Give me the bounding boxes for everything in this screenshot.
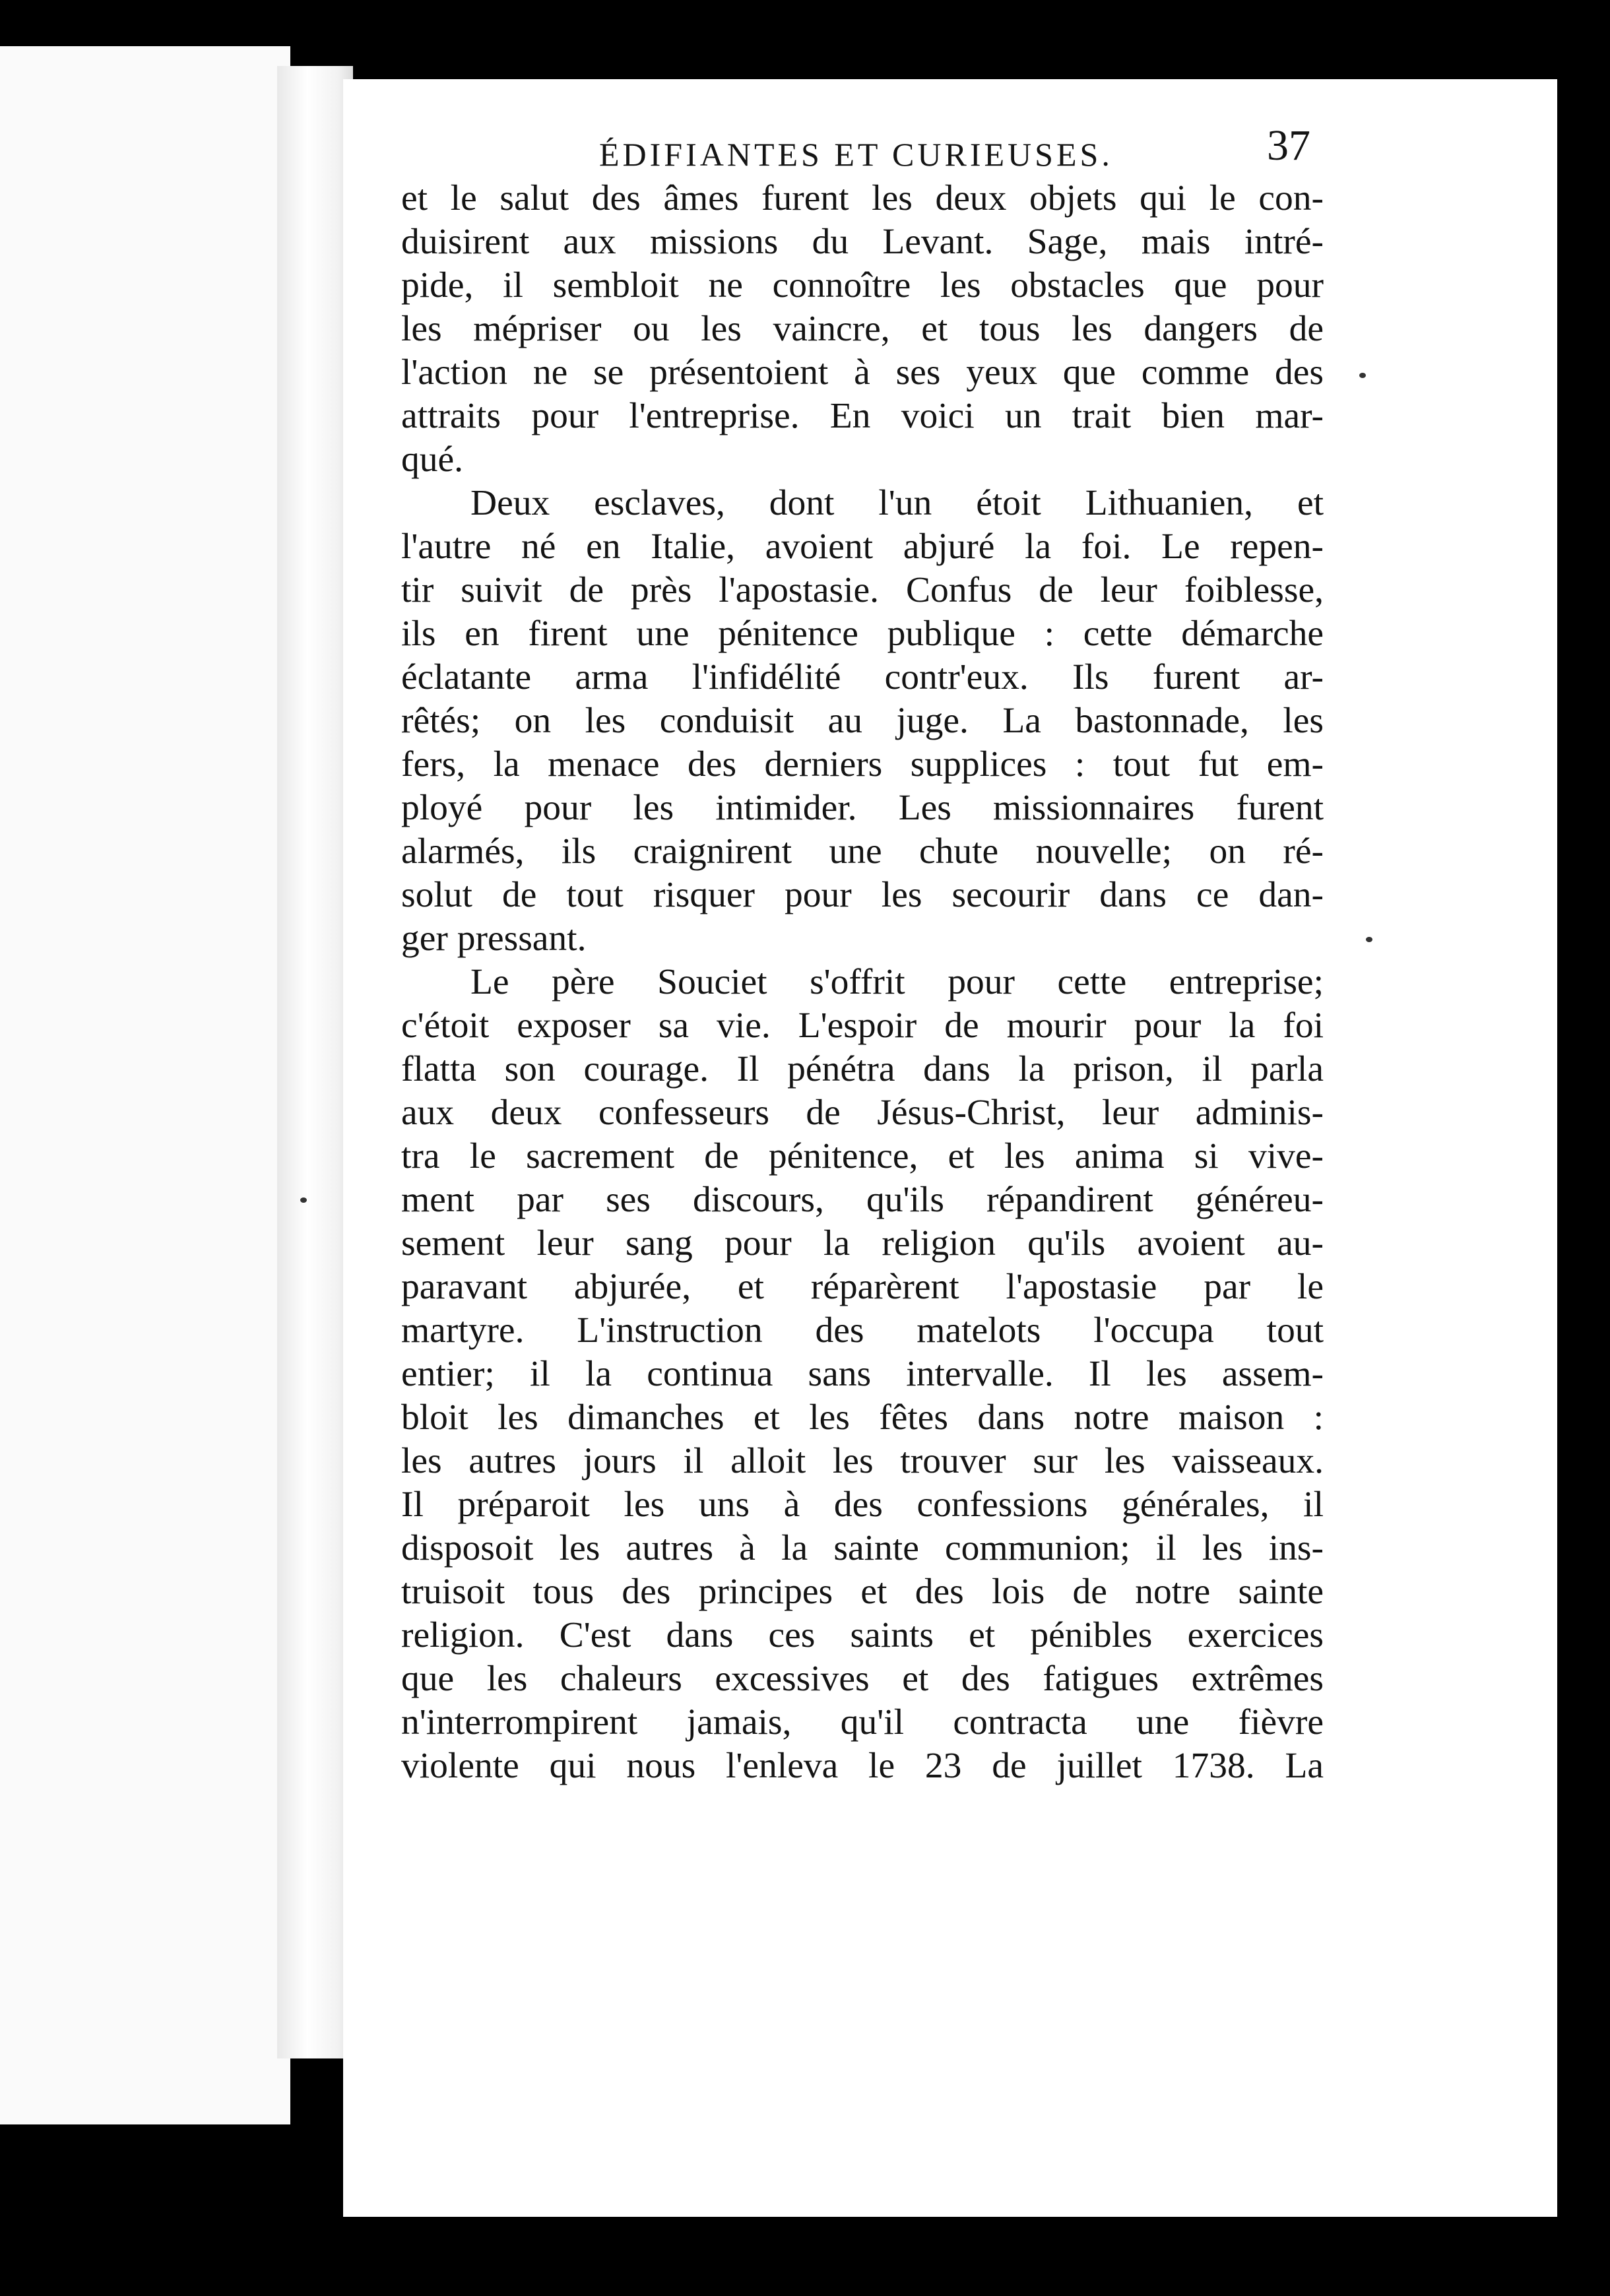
text-line: les mépriser ou les vaincre, et tous les dangers de (401, 309, 1324, 349)
text-line: pide, il sembloit ne connoître les obstacles que pour (401, 265, 1324, 305)
text-line: Le père Souciet s'offrit pour cette entreprise; (470, 962, 1324, 1002)
text-line: attraits pour l'entreprise. En voici un trait bien mar- (401, 396, 1324, 436)
ink-speck (1366, 937, 1372, 942)
text-line: ger pressant. (401, 918, 587, 959)
text-line: aux deux confesseurs de Jésus-Christ, leur adminis- (401, 1093, 1324, 1133)
text-line: duisirent aux missions du Levant. Sage, mais intré- (401, 222, 1324, 262)
text-line: religion. C'est dans ces saints et pénibles exercices (401, 1615, 1324, 1655)
text-line: l'action ne se présentoient à ses yeux que comme des (401, 352, 1324, 393)
text-line: flatta son courage. Il pénétra dans la prison, il parla (401, 1049, 1324, 1089)
page-body (401, 177, 1324, 1788)
text-line: Deux esclaves, dont l'un étoit Lithuanien, et (470, 483, 1324, 523)
text-line: entier; il la continua sans intervalle. Il les assem- (401, 1354, 1324, 1394)
left-page (0, 46, 290, 2124)
text-line: que les chaleurs excessives et des fatigues extrêmes (401, 1659, 1324, 1699)
ink-speck (300, 1197, 307, 1203)
text-line: n'interrompirent jamais, qu'il contracta une fièvre (401, 1702, 1324, 1742)
text-line: ils en firent une pénitence publique : cette démarche (401, 614, 1324, 654)
text-line: ment par ses discours, qu'ils répandirent généreu- (401, 1180, 1324, 1220)
text-line: sement leur sang pour la religion qu'ils avoient au- (401, 1223, 1324, 1263)
text-line: truisoit tous des principes et des lois de notre sainte (401, 1572, 1324, 1612)
text-line: paravant abjurée, et réparèrent l'apostasie par le (401, 1267, 1324, 1307)
text-line: disposoit les autres à la sainte communion; il les ins- (401, 1528, 1324, 1568)
text-line: bloit les dimanches et les fêtes dans notre maison : (401, 1397, 1324, 1438)
text-line: solut de tout risquer pour les secourir dans ce dan- (401, 875, 1324, 915)
text-line: qué. (401, 439, 464, 480)
text-line: tir suivit de près l'apostasie. Confus de leur foiblesse, (401, 570, 1324, 610)
text-line: c'étoit exposer sa vie. L'espoir de mourir pour la foi (401, 1005, 1324, 1046)
text-line: tra le sacrement de pénitence, et les anima si vive- (401, 1136, 1324, 1176)
running-head: ÉDIFIANTES ET CURIEUSES. (599, 136, 1113, 173)
text-line: rêtés; on les conduisit au juge. La bastonnade, les (401, 701, 1324, 741)
book-gutter (277, 66, 353, 2058)
text-line: fers, la menace des derniers supplices : tout fut em- (401, 744, 1324, 784)
text-line: Il préparoit les uns à des confessions générales, il (401, 1484, 1324, 1525)
text-line: ployé pour les intimider. Les missionnaires furent (401, 788, 1324, 828)
text-line: alarmés, ils craignirent une chute nouvelle; on ré- (401, 831, 1324, 872)
ink-speck (1359, 373, 1366, 378)
text-line: et le salut des âmes furent les deux objets qui le con- (401, 178, 1324, 218)
text-line: violente qui nous l'enleva le 23 de juillet 1738. La (401, 1746, 1324, 1786)
text-line: éclatante arma l'infidélité contr'eux. Ils furent ar- (401, 657, 1324, 697)
text-line: l'autre né en Italie, avoient abjuré la foi. Le repen- (401, 526, 1324, 567)
text-line: les autres jours il alloit les trouver sur les vaisseaux. (401, 1441, 1324, 1481)
text-line: martyre. L'instruction des matelots l'occupa tout (401, 1310, 1324, 1351)
page-number: 37 (1267, 121, 1310, 170)
